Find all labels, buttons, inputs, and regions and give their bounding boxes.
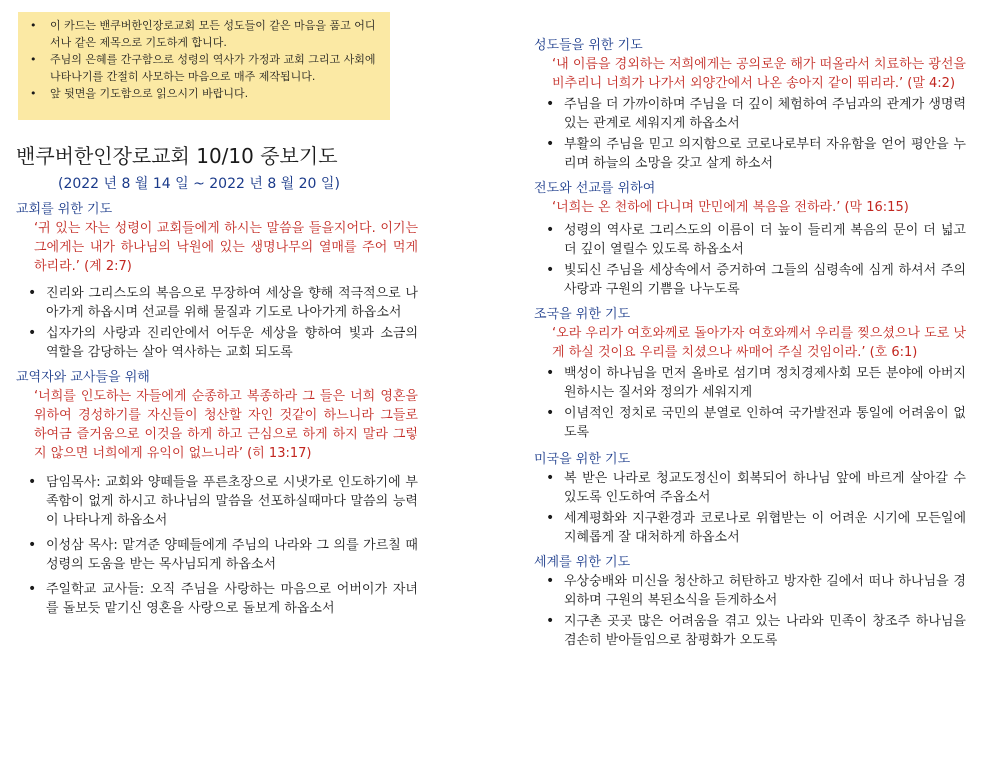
section-canada — [534, 450, 966, 547]
prayer-list — [16, 473, 418, 618]
section-heading: 교역자와 교사들을 위해 — [16, 370, 150, 385]
prayer-item: • 주님을 더 가까이하며 주님을 더 깊이 체험하여 주님과의 관계가 생명력있는 관계로 세워지게 하옵소서 — [534, 95, 966, 133]
prayer-item: • 세계평화와 지구환경과 코로나로 위협받는 이 어려운 시기에 모든일에 지혜롭게 잘 대처하게 하옵소서 — [534, 509, 966, 547]
prayer-item: • 이념적인 정치로 국민의 분열로 인하여 국가발전과 통일에 어려움이 없도록 — [534, 404, 966, 442]
section-heading: 조국을 위한 기도 — [534, 307, 631, 322]
prayer-item: • 십자가의 사랑과 진리안에서 어두운 세상을 향하여 빛과 소금의 역할을 감당하는 살아 역사하는 교회 되도록 — [16, 324, 418, 362]
prayer-item: • 백성이 하나님을 먼저 올바로 섬기며 정치경제사회 모든 분야에 아버지 원하시는 질서와 정의가 세워지게 — [534, 364, 966, 402]
section-homeland — [534, 305, 966, 442]
prayer-item: • 지구촌 곳곳 많은 어려움을 겪고 있는 나라와 민족이 창조주 하나님을 겸손히 받아들임으로 참평화가 오도록 — [534, 612, 966, 650]
notice-list — [28, 17, 382, 102]
prayer-item: • 우상숭배와 미신을 청산하고 허탄하고 방자한 길에서 떠나 하나님을 경외하며 구원의 복된소식을 듣게하소서 — [534, 572, 966, 610]
scripture-verse: ‘오라 우리가 여호와께로 돌아가자 여호와께서 우리를 찢으셨으나 도로 낫게 하실 것이요 우리를 치셨으나 싸매어 주실 것임이라.’ (호 6:1) — [552, 326, 966, 360]
prayer-item: • 빛되신 주님을 세상속에서 증거하여 그들의 심령속에 심게 하셔서 주의 사랑과 구원의 기쁨을 나누도록 — [534, 261, 966, 299]
section-missions — [534, 179, 966, 299]
left-column — [16, 142, 418, 624]
section-saints — [534, 36, 966, 173]
prayer-item: • 담임목사: 교회와 양떼들을 푸른초장으로 시냇가로 인도하기에 부족함이 없게 하시고 하나님의 말씀을 선포하실때마다 말씀의 능력이 나타나게 하옵소서 — [16, 473, 418, 530]
notice-item: • 주님의 은혜를 간구함으로 성령의 역사가 가정과 교회 그리고 사회에 나타나기를 간절히 사모하는 마음으로 매주 제작됩니다. — [28, 51, 382, 85]
page-title: 밴쿠버한인장로교회 10/10 중보기도 — [16, 144, 338, 168]
scripture-verse: ‘귀 있는 자는 성령이 교회들에게 하시는 말씀을 들을지어다. 이기는 그에게는 내가 하나님의 낙원에 있는 생명나무의 열매를 주어 먹게 하리라.’ (계 2:7) — [34, 221, 418, 274]
section-church — [16, 200, 418, 362]
prayer-list — [534, 95, 966, 173]
prayer-item: • 이성삼 목사: 맡겨준 양떼들에게 주님의 나라와 그 의를 가르칠 때 성령의 도움을 받는 목사님되게 하옵소서 — [16, 536, 418, 574]
scripture-verse: ‘내 이름을 경외하는 저희에게는 공의로운 해가 떠올라서 치료하는 광선을 비추리니 너희가 나가서 외양간에서 나온 송아지 같이 뛰리라.’ (말 4:2) — [552, 57, 966, 91]
section-ministers — [16, 368, 418, 618]
prayer-item: • 부활의 주님을 믿고 의지함으로 코로나로부터 자유함을 얻어 평안을 누리며 하늘의 소망을 갖고 살게 하소서 — [534, 135, 966, 173]
prayer-list — [534, 469, 966, 547]
scripture-verse: ‘너희를 인도하는 자들에게 순종하고 복종하라 그 들은 너희 영혼을 위하여 경성하기를 자신들이 청산할 자인 것같이 하느니라 그들로 하여금 즐거움으로 이것을 하게 하고 근심으로 하게 하지 말라 그렇지 않으면 너희에게 유익이 없느니라’ (히 13:17) — [34, 389, 418, 461]
prayer-list — [534, 572, 966, 650]
date-range: (2022 년 8 월 14 일 ~ 2022 년 8 월 20 일) — [58, 176, 340, 192]
prayer-item: • 진리와 그리스도의 복음으로 무장하여 세상을 향해 적극적으로 나아가게 하옵시며 선교를 위해 물질과 기도로 나아가게 하옵소서 — [16, 284, 418, 322]
right-column — [534, 36, 966, 652]
prayer-item: • 주일학교 교사들: 오직 주님을 사랑하는 마음으로 어버이가 자녀를 돌보듯 맡기신 영혼을 사랑으로 돌보게 하옵소서 — [16, 580, 418, 618]
notice-box — [18, 12, 390, 120]
section-heading: 세계를 위한 기도 — [534, 555, 631, 570]
scripture-verse: ‘너희는 온 천하에 다니며 만민에게 복음을 전하라.’ (막 16:15) — [552, 200, 909, 215]
section-heading: 미국을 위한 기도 — [534, 452, 631, 467]
prayer-list — [534, 364, 966, 442]
section-heading: 교회를 위한 기도 — [16, 202, 113, 217]
notice-item: • 이 카드는 밴쿠버한인장로교회 모든 성도들이 같은 마음을 품고 어디서나 같은 제목으로 기도하게 합니다. — [28, 17, 382, 51]
prayer-list — [534, 221, 966, 299]
prayer-list — [16, 284, 418, 362]
notice-item: • 앞 뒷면을 기도함으로 읽으시기 바랍니다. — [28, 85, 382, 102]
prayer-item: • 성령의 역사로 그리스도의 이름이 더 높이 들리게 복음의 문이 더 넓고 더 깊이 열릴수 있도록 하옵소서 — [534, 221, 966, 259]
section-world — [534, 553, 966, 650]
section-heading: 전도와 선교를 위하여 — [534, 181, 656, 196]
section-heading: 성도들을 위한 기도 — [534, 38, 643, 53]
prayer-item: • 복 받은 나라로 청교도정신이 회복되어 하나님 앞에 바르게 살아갈 수 있도록 인도하여 주옵소서 — [534, 469, 966, 507]
